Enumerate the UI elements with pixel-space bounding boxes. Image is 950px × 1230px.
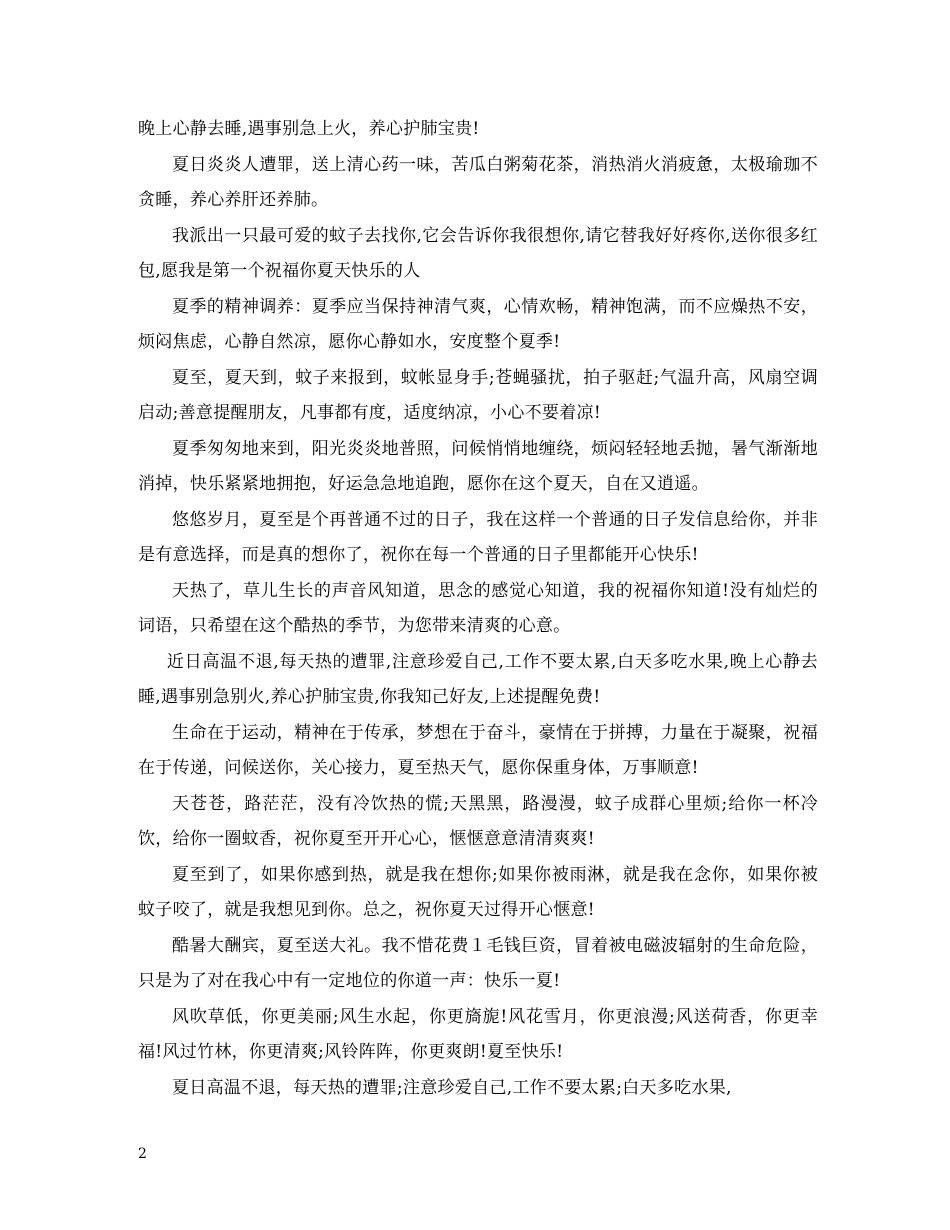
paragraph: 天苍苍，路茫茫，没有冷饮热的慌;天黑黑，路漫漫，蚊子成群心里烦;给你一杯冷饮，给你一圈蚊香，祝你夏至开开心心，惬惬意意清清爽爽! bbox=[138, 793, 818, 849]
paragraph: 我派出一只最可爱的蚊子去找你,它会告诉你我很想你,请它替我好好疼你,送你很多红包,愿我是第一个祝福你夏天快乐的人 bbox=[138, 225, 818, 281]
paragraph: 近日高温不退,每天热的遭罪,注意珍爱自己,工作不要太累,白天多吃水果,晚上心静去睡,遇事别急别火,养心护肺宝贵,你我知己好友,上述提醒免费! bbox=[138, 651, 818, 707]
paragraph: 夏至到了，如果你感到热，就是我在想你;如果你被雨淋，就是我在念你，如果你被蚊子咬了，就是我想见到你。总之，祝你夏天过得开心惬意! bbox=[138, 864, 818, 920]
page-number: 2 bbox=[138, 1146, 147, 1162]
paragraph: 生命在于运动，精神在于传承，梦想在于奋斗，豪情在于拼搏，力量在于凝聚，祝福在于传递，问候送你，关心接力，夏至热天气，愿你保重身体，万事顺意! bbox=[138, 722, 818, 778]
paragraph: 天热了，草儿生长的声音风知道，思念的感觉心知道，我的祝福你知道!没有灿烂的词语，只希望在这个酷热的季节，为您带来清爽的心意。 bbox=[138, 580, 818, 636]
paragraph: 夏至，夏天到，蚊子来报到，蚊帐显身手;苍蝇骚扰，拍子驱赶;气温升高，风扇空调启动;善意提醒朋友，凡事都有度，适度纳凉，小心不要着凉! bbox=[138, 367, 818, 423]
paragraph: 夏季的精神调养：夏季应当保持神清气爽，心情欢畅，精神饱满，而不应燥热不安，烦闷焦虑，心静自然凉，愿你心静如水，安度整个夏季! bbox=[138, 296, 818, 352]
body-text bbox=[138, 112, 818, 1106]
paragraph: 风吹草低，你更美丽;风生水起，你更旖旎!风花雪月，你更浪漫;风送荷香，你更幸福!风过竹林，你更清爽;风铃阵阵，你更爽朗!夏至快乐! bbox=[138, 1006, 818, 1062]
paragraph: 悠悠岁月，夏至是个再普通不过的日子，我在这样一个普通的日子发信息给你，并非是有意选择，而是真的想你了，祝你在每一个普通的日子里都能开心快乐! bbox=[138, 509, 818, 565]
paragraph: 夏日炎炎人遭罪，送上清心药一味，苦瓜白粥菊花茶，消热消火消疲惫，太极瑜珈不贪睡，养心养肝还养肺。 bbox=[138, 154, 818, 210]
paragraph: 酷暑大酬宾，夏至送大礼。我不惜花费１毛钱巨资，冒着被电磁波辐射的生命危险，只是为了对在我心中有一定地位的你道一声：快乐一夏! bbox=[138, 935, 818, 991]
paragraph: 晚上心静去睡,遇事别急上火，养心护肺宝贵! bbox=[138, 119, 480, 139]
paragraph: 夏日高温不退，每天热的遭罪;注意珍爱自己,工作不要太累;白天多吃水果, bbox=[172, 1077, 732, 1098]
paragraph: 夏季匆匆地来到，阳光炎炎地普照，问候悄悄地缠绕，烦闷轻轻地丢抛，暑气渐渐地消掉，快乐紧紧地拥抱，好运急急地追跑，愿你在这个夏天，自在又逍遥。 bbox=[138, 438, 818, 494]
